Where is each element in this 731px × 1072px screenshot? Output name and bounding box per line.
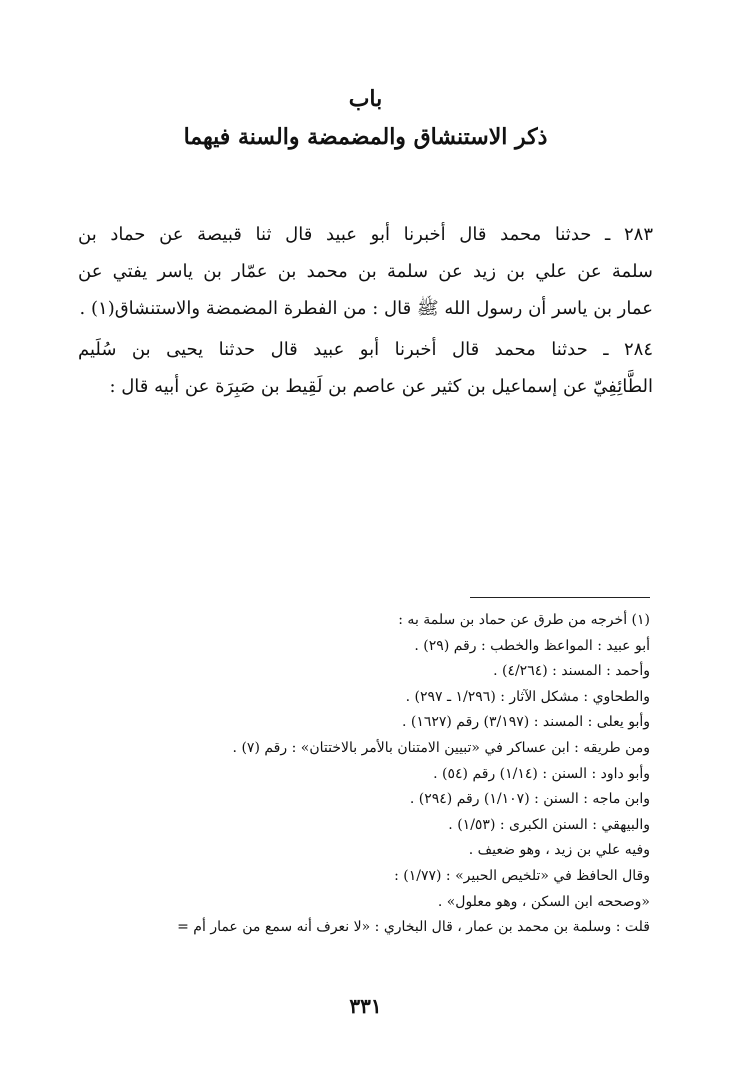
footnote-line: (١) أخرجه من طرق عن حماد بن سلمة به : [398, 612, 650, 628]
text-line: ٢٨٣ ـ حدثنا محمد قال أخبرنا أبو عبيد قال ثنا قبيصة عن حماد بن [78, 224, 653, 245]
chapter-title: ذكر الاستنشاق والمضمضة والسنة فيهما [183, 124, 548, 150]
chapter-label: باب [348, 86, 383, 112]
footnote-divider [470, 597, 650, 598]
footnote-line: وأبو يعلى : المسند : (٣/١٩٧) رقم (١٦٢٧) . [401, 714, 650, 731]
footnote-line: وأبو داود : السنن : (١/١٤) رقم (٥٤) . [433, 765, 650, 782]
footnote-line: وقال الحافظ في «تلخيص الحبير» : (١/٧٧) : [394, 867, 650, 884]
footnote-line: والبيهقي : السنن الكبرى : (١/٥٣) . [448, 816, 650, 833]
page-number: ٣٣١ [349, 994, 382, 1018]
hadith-paragraph-283 [78, 216, 653, 327]
hadith-paragraph-284 [78, 331, 653, 405]
text-line: الطَّائِفِيّ عن إسماعيل بن كثير عن عاصم بن لَقِيط بن صَبِرَة عن أبيه قال : [109, 376, 653, 397]
footnote-line: قلت : وسلمة بن محمد بن عمار ، قال البخاري : «لا نعرف أنه سمع من عمار أم = [177, 919, 650, 936]
footnote-line: «وصححه ابن السكن ، وهو معلول» . [437, 893, 650, 910]
footnote-line: وفيه علي بن زيد ، وهو ضعيف . [468, 842, 650, 859]
footnote-line: وأحمد : المسند : (٤/٢٦٤) . [493, 663, 650, 680]
text-line: سلمة عن علي بن زيد عن سلمة بن محمد بن عمّار بن ياسر يفتي عن [78, 261, 653, 282]
footnote-line: وابن ماجه : السنن : (١/١٠٧) رقم (٢٩٤) . [409, 791, 650, 808]
footnote-line: ومن طريقه : ابن عساكر في «تبيين الامتنان بالأمر بالاختتان» : رقم (٧) . [232, 739, 650, 756]
footnotes [150, 608, 650, 941]
footnote-line: والطحاوي : مشكل الآثار : (١/٢٩٦ ـ ٢٩٧) . [405, 688, 650, 705]
text-line: عمار بن ياسر أن رسول الله ﷺ قال : من الفطرة المضمضة والاستنشاق(١) . [79, 298, 653, 319]
text-line: ٢٨٤ ـ حدثنا محمد قال أخبرنا أبو عبيد قال حدثنا يحيى بن سُلَيم [78, 339, 653, 360]
footnote-line: أبو عبيد : المواعظ والخطب : رقم (٢٩) . [414, 637, 650, 654]
